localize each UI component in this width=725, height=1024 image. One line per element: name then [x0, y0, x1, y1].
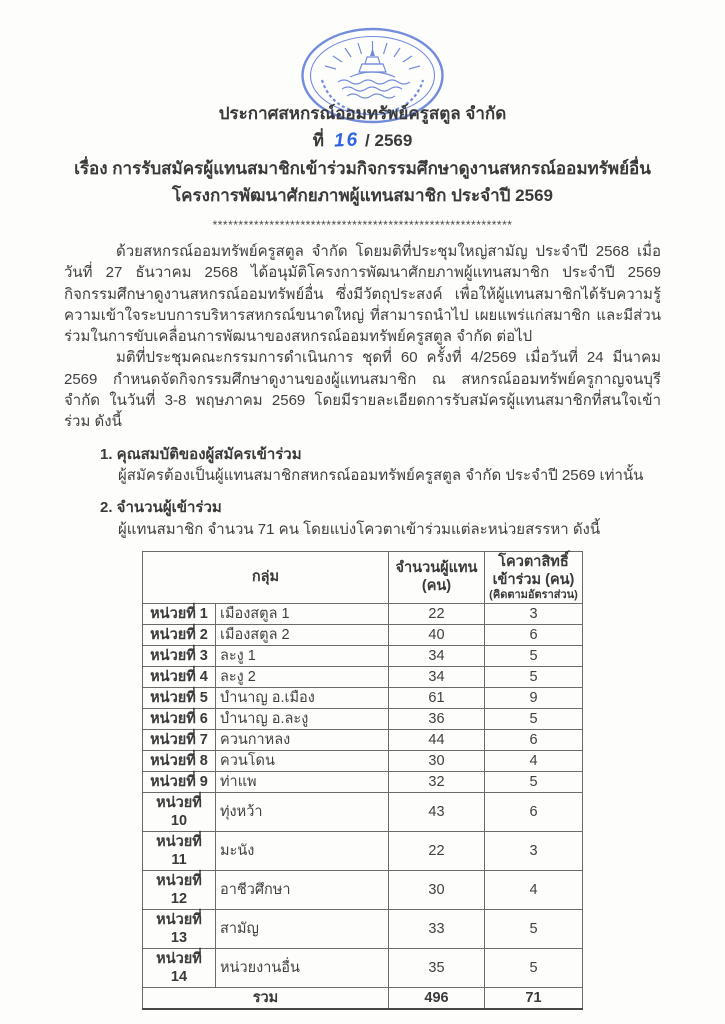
quota-cell: 6 — [485, 624, 583, 645]
table-row — [143, 771, 583, 792]
table-row — [143, 645, 583, 666]
representative-count-cell: 61 — [389, 687, 485, 708]
quota-table-body — [143, 603, 583, 987]
group-name-cell: อาชีวศึกษา — [216, 870, 389, 909]
quota-cell: 5 — [485, 909, 583, 948]
group-name-cell: เมืองสตูล 1 — [216, 603, 389, 624]
table-row — [143, 750, 583, 771]
doc-no-suffix: / 2569 — [365, 131, 413, 150]
group-name-cell: เมืองสตูล 2 — [216, 624, 389, 645]
representative-count-cell: 30 — [389, 750, 485, 771]
group-name-cell: ละงู 2 — [216, 666, 389, 687]
group-name-cell: บำนาญ อ.เมือง — [216, 687, 389, 708]
table-row — [143, 624, 583, 645]
representative-count-cell: 33 — [389, 909, 485, 948]
quota-table — [142, 551, 583, 1010]
quota-cell: 5 — [485, 771, 583, 792]
group-name-cell: ควนกาหลง — [216, 729, 389, 750]
doc-no-handwritten: 16 — [333, 129, 360, 152]
quota-cell: 6 — [485, 729, 583, 750]
group-name-cell: หน่วยงานอื่น — [216, 948, 389, 987]
section-1-body: ผู้สมัครต้องเป็นผู้แทนสมาชิกสหกรณ์ออมทรัพย์ครูสตูล จำกัด ประจำปี 2569 เท่านั้น — [118, 466, 644, 484]
representative-count-cell: 22 — [389, 831, 485, 870]
unit-cell: หน่วยที่ 7 — [143, 729, 216, 750]
quota-cell: 4 — [485, 750, 583, 771]
table-row — [143, 729, 583, 750]
representative-count-cell: 43 — [389, 792, 485, 831]
col-header-quota-line1: โควตาสิทธิ์เข้าร่วม (คน) — [492, 553, 575, 588]
unit-cell: หน่วยที่ 1 — [143, 603, 216, 624]
representative-count-cell: 40 — [389, 624, 485, 645]
table-row — [143, 687, 583, 708]
representative-count-cell: 30 — [389, 870, 485, 909]
representative-count-cell: 36 — [389, 708, 485, 729]
organization-title: ประกาศสหกรณ์ออมทรัพย์ครูสตูล จำกัด — [218, 104, 507, 123]
quota-cell: 5 — [485, 645, 583, 666]
col-header-quota-line2: (คิดตามอัตราส่วน) — [489, 588, 578, 601]
unit-cell: หน่วยที่ 13 — [143, 909, 216, 948]
quota-cell: 5 — [485, 666, 583, 687]
quota-cell: 4 — [485, 870, 583, 909]
col-header-quota — [485, 551, 583, 603]
table-row — [143, 948, 583, 987]
col-header-group: กลุ่ม — [143, 551, 389, 603]
section-qualifications — [64, 444, 661, 487]
group-name-cell: ละงู 1 — [216, 645, 389, 666]
unit-cell: หน่วยที่ 8 — [143, 750, 216, 771]
unit-cell: หน่วยที่ 9 — [143, 771, 216, 792]
group-name-cell: บำนาญ อ.ละงู — [216, 708, 389, 729]
col-header-count-line2: (คน) — [421, 578, 452, 595]
unit-cell: หน่วยที่ 2 — [143, 624, 216, 645]
section-2-body: ผู้แทนสมาชิก จำนวน 71 คน โดยแบ่งโควตาเข้าร่วมแต่ละหน่วยสรรหา ดังนี้ — [118, 520, 601, 538]
group-name-cell: ควนโดน — [216, 750, 389, 771]
subject-line: เรื่อง การรับสมัครผู้แทนสมาชิกเข้าร่วมกิจกรรมศึกษาดูงานสหกรณ์ออมทรัพย์อื่น — [74, 159, 651, 178]
quota-cell: 5 — [485, 708, 583, 729]
representative-count-cell: 44 — [389, 729, 485, 750]
group-name-cell: สามัญ — [216, 909, 389, 948]
unit-cell: หน่วยที่ 4 — [143, 666, 216, 687]
representative-count-cell: 34 — [389, 666, 485, 687]
table-row — [143, 708, 583, 729]
quota-table-header — [143, 551, 583, 603]
quota-cell: 3 — [485, 603, 583, 624]
group-name-cell: มะนัง — [216, 831, 389, 870]
asterisk-separator: ********************************************************** — [212, 218, 513, 232]
group-name-cell: ทุ่งหว้า — [216, 792, 389, 831]
unit-cell: หน่วยที่ 14 — [143, 948, 216, 987]
total-quota-cell: 71 — [485, 987, 583, 1009]
section-2-heading: 2. จำนวนผู้เข้าร่วม — [100, 499, 222, 517]
total-label-cell: รวม — [143, 987, 389, 1009]
table-total-row — [143, 987, 583, 1009]
total-count-cell: 496 — [389, 987, 485, 1009]
document-body — [64, 241, 661, 1010]
table-row — [143, 792, 583, 831]
representative-count-cell: 32 — [389, 771, 485, 792]
representative-count-cell: 35 — [389, 948, 485, 987]
table-row — [143, 909, 583, 948]
table-row — [143, 831, 583, 870]
unit-cell: หน่วยที่ 5 — [143, 687, 216, 708]
unit-cell: หน่วยที่ 11 — [143, 831, 216, 870]
group-name-cell: ท่าแพ — [216, 771, 389, 792]
col-header-count — [389, 551, 485, 603]
unit-cell: หน่วยที่ 3 — [143, 645, 216, 666]
col-header-count-line1: จำนวนผู้แทน — [395, 560, 478, 577]
quota-cell: 9 — [485, 687, 583, 708]
quota-cell: 3 — [485, 831, 583, 870]
doc-no-prefix: ที่ — [312, 131, 324, 150]
unit-cell: หน่วยที่ 10 — [143, 792, 216, 831]
table-row — [143, 603, 583, 624]
section-1-heading: 1. คุณสมบัติของผู้สมัครเข้าร่วม — [100, 445, 302, 463]
unit-cell: หน่วยที่ 12 — [143, 870, 216, 909]
document-number-line — [0, 126, 725, 155]
quota-cell: 5 — [485, 948, 583, 987]
table-row — [143, 870, 583, 909]
representative-count-cell: 22 — [389, 603, 485, 624]
subtitle-line: โครงการพัฒนาศักยภาพผู้แทนสมาชิก ประจำปี 2569 — [172, 186, 553, 205]
paragraph-1: ด้วยสหกรณ์ออมทรัพย์ครูสตูล จำกัด โดยมติที่ประชุมใหญ่สามัญ ประจำปี 2568 เมื่อวันที่ 27 ธันวาคม 2568 ได้อนุมัติโครงการพัฒนาศักยภาพผู้แทนสมาชิก ประจำปี 2569 กิจกรรมศึกษาดูงานสหกรณ์ออมทรัพย์อื่น ซึ่งมีวัตถุประสงค์ เพื่อให้ผู้แทนสมาชิกได้รับความรู้ ความเข้าใจระบบการบริหารสหกรณ์ขนาดใหญ่ ที่สามารถนำไป เผยแพร่แก่สมาชิก และมีส่วนร่วมในการขับเคลื่อนการพัฒนาของสหกรณ์ออมทรัพย์ครูสตูล จำกัด ต่อไป — [64, 243, 661, 346]
table-row — [143, 666, 583, 687]
paragraph-2: มติที่ประชุมคณะกรรมการดำเนินการ ชุดที่ 60 ครั้งที่ 4/2569 เมื่อวันที่ 24 มีนาคม 2569 กำหนดจัดกิจกรรมศึกษาดูงานของผู้แทนสมาชิก ณ สหกรณ์ออมทรัพย์ครูกาญจนบุรี จำกัด ในวันที่ 3-8 พฤษภาคม 2569 โดยมีรายละเอียดการรับสมัครผู้แทนสมาชิกที่สนใจเข้าร่วม ดังนี้ — [64, 349, 661, 431]
representative-count-cell: 34 — [389, 645, 485, 666]
document-header — [0, 0, 725, 232]
quota-cell: 6 — [485, 792, 583, 831]
section-participants — [64, 497, 661, 540]
unit-cell: หน่วยที่ 6 — [143, 708, 216, 729]
